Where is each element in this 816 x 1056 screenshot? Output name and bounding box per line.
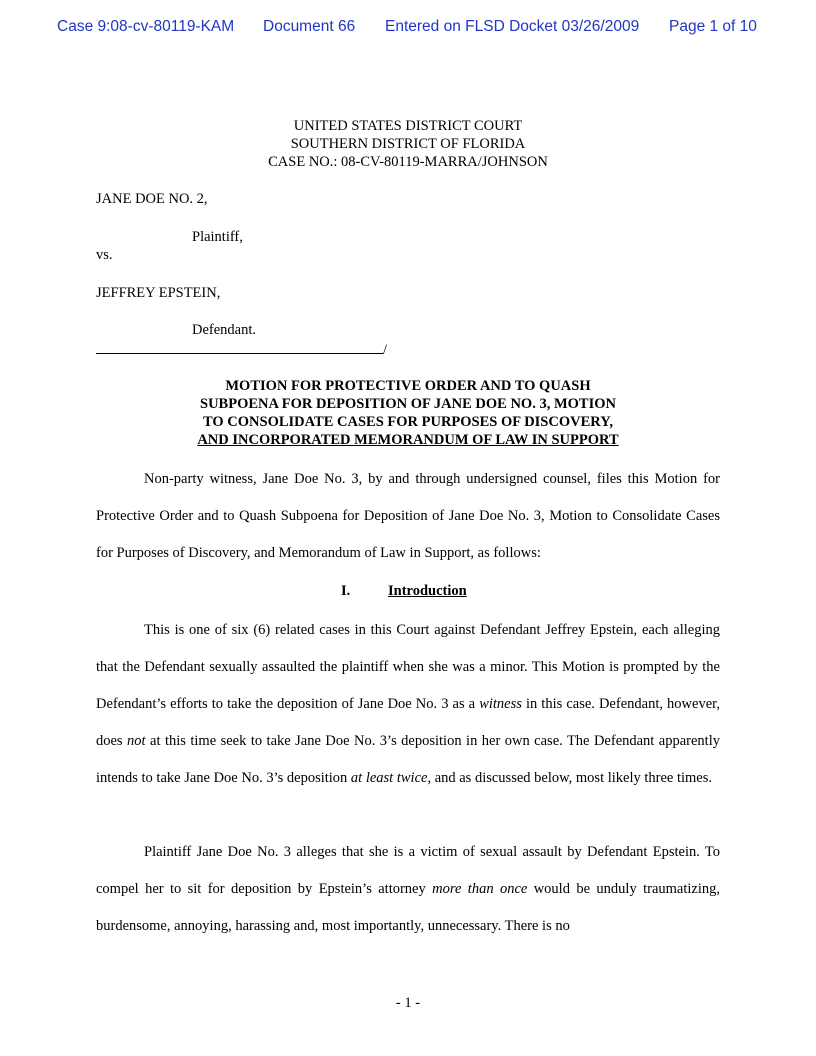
caption-rule	[96, 341, 387, 359]
docket-header	[0, 18, 816, 38]
case-number: CASE NO.: 08-CV-80119-MARRA/JOHNSON	[268, 154, 548, 170]
page-number: - 1 -	[395, 995, 421, 1011]
header-page-count: Page 1 of 10	[669, 18, 757, 35]
p3-emphasis-more-than-once: more than once	[432, 881, 528, 897]
header-docket-entry: Entered on FLSD Docket 03/26/2009	[385, 18, 640, 35]
p2-emphasis-witness: witness	[479, 696, 522, 712]
p2-text-3: at this time seek to take Jane Doe No. 3’s deposition in her own case. The Defendant apparently intends to take Jane Doe No. 3’s deposition	[96, 733, 720, 786]
court-district: SOUTHERN DISTRICT OF FLORIDA	[290, 136, 526, 152]
p2-text-4: , and as discussed below, most likely three times.	[427, 770, 713, 786]
body-paragraph-2	[96, 612, 720, 797]
defendant-name: JEFFREY EPSTEIN,	[96, 285, 221, 301]
court-heading	[0, 117, 816, 171]
p2-text-2: in this case. Defendant, however, does	[96, 696, 721, 749]
court-name: UNITED STATES DISTRICT COURT	[293, 118, 523, 134]
versus-label: vs.	[96, 247, 113, 263]
caption-slash: /	[383, 342, 388, 358]
title-line-1: MOTION FOR PROTECTIVE ORDER AND TO QUASH	[225, 378, 591, 394]
motion-title	[0, 377, 816, 449]
title-line-2: SUBPOENA FOR DEPOSITION OF JANE DOE NO. 3, MOTION	[200, 396, 616, 412]
section-number: I.	[341, 583, 351, 599]
body-paragraph-3	[96, 834, 720, 945]
intro-paragraph: Non-party witness, Jane Doe No. 3, by and through undersigned counsel, files this Motion for Protective Order and to Quash Subpoena for Deposition of Jane Doe No. 3, Motion to Consolidate Cases for Purposes of Discovery, and Memorandum of Law in Support, as follows:	[96, 471, 720, 561]
section-title: Introduction	[388, 583, 467, 599]
plaintiff-role: Plaintiff,	[192, 229, 243, 245]
header-document-number: Document 66	[263, 18, 356, 35]
p2-emphasis-at-least-twice: at least twice	[350, 770, 428, 786]
title-line-4: AND INCORPORATED MEMORANDUM OF LAW IN SUPPORT	[197, 432, 619, 448]
defendant-role: Defendant.	[192, 322, 257, 338]
p3-text-2: would be unduly traumatizing, burdensome, annoying, harassing and, most importantly, unnecessary. There is no	[96, 881, 720, 934]
p3-text-1: Plaintiff Jane Doe No. 3 alleges that she is a victim of sexual assault by Defendant Epstein. To compel her to sit for deposition by Epstein’s attorney	[96, 844, 720, 897]
header-case-number: Case 9:08-cv-80119-KAM	[57, 18, 235, 35]
caption-underline	[96, 341, 383, 354]
plaintiff-name: JANE DOE NO. 2,	[96, 191, 208, 207]
title-line-3: TO CONSOLIDATE CASES FOR PURPOSES OF DISCOVERY,	[202, 414, 613, 430]
p2-text-1: This is one of six (6) related cases in this Court against Defendant Jeffrey Epstein, each alleging that the Defendant sexually assaulted the plaintiff when she was a minor. This Motion is prompted by the Defendant’s efforts to take the deposition of Jane Doe No. 3 as a	[96, 622, 720, 712]
p2-emphasis-not: not	[127, 733, 146, 749]
